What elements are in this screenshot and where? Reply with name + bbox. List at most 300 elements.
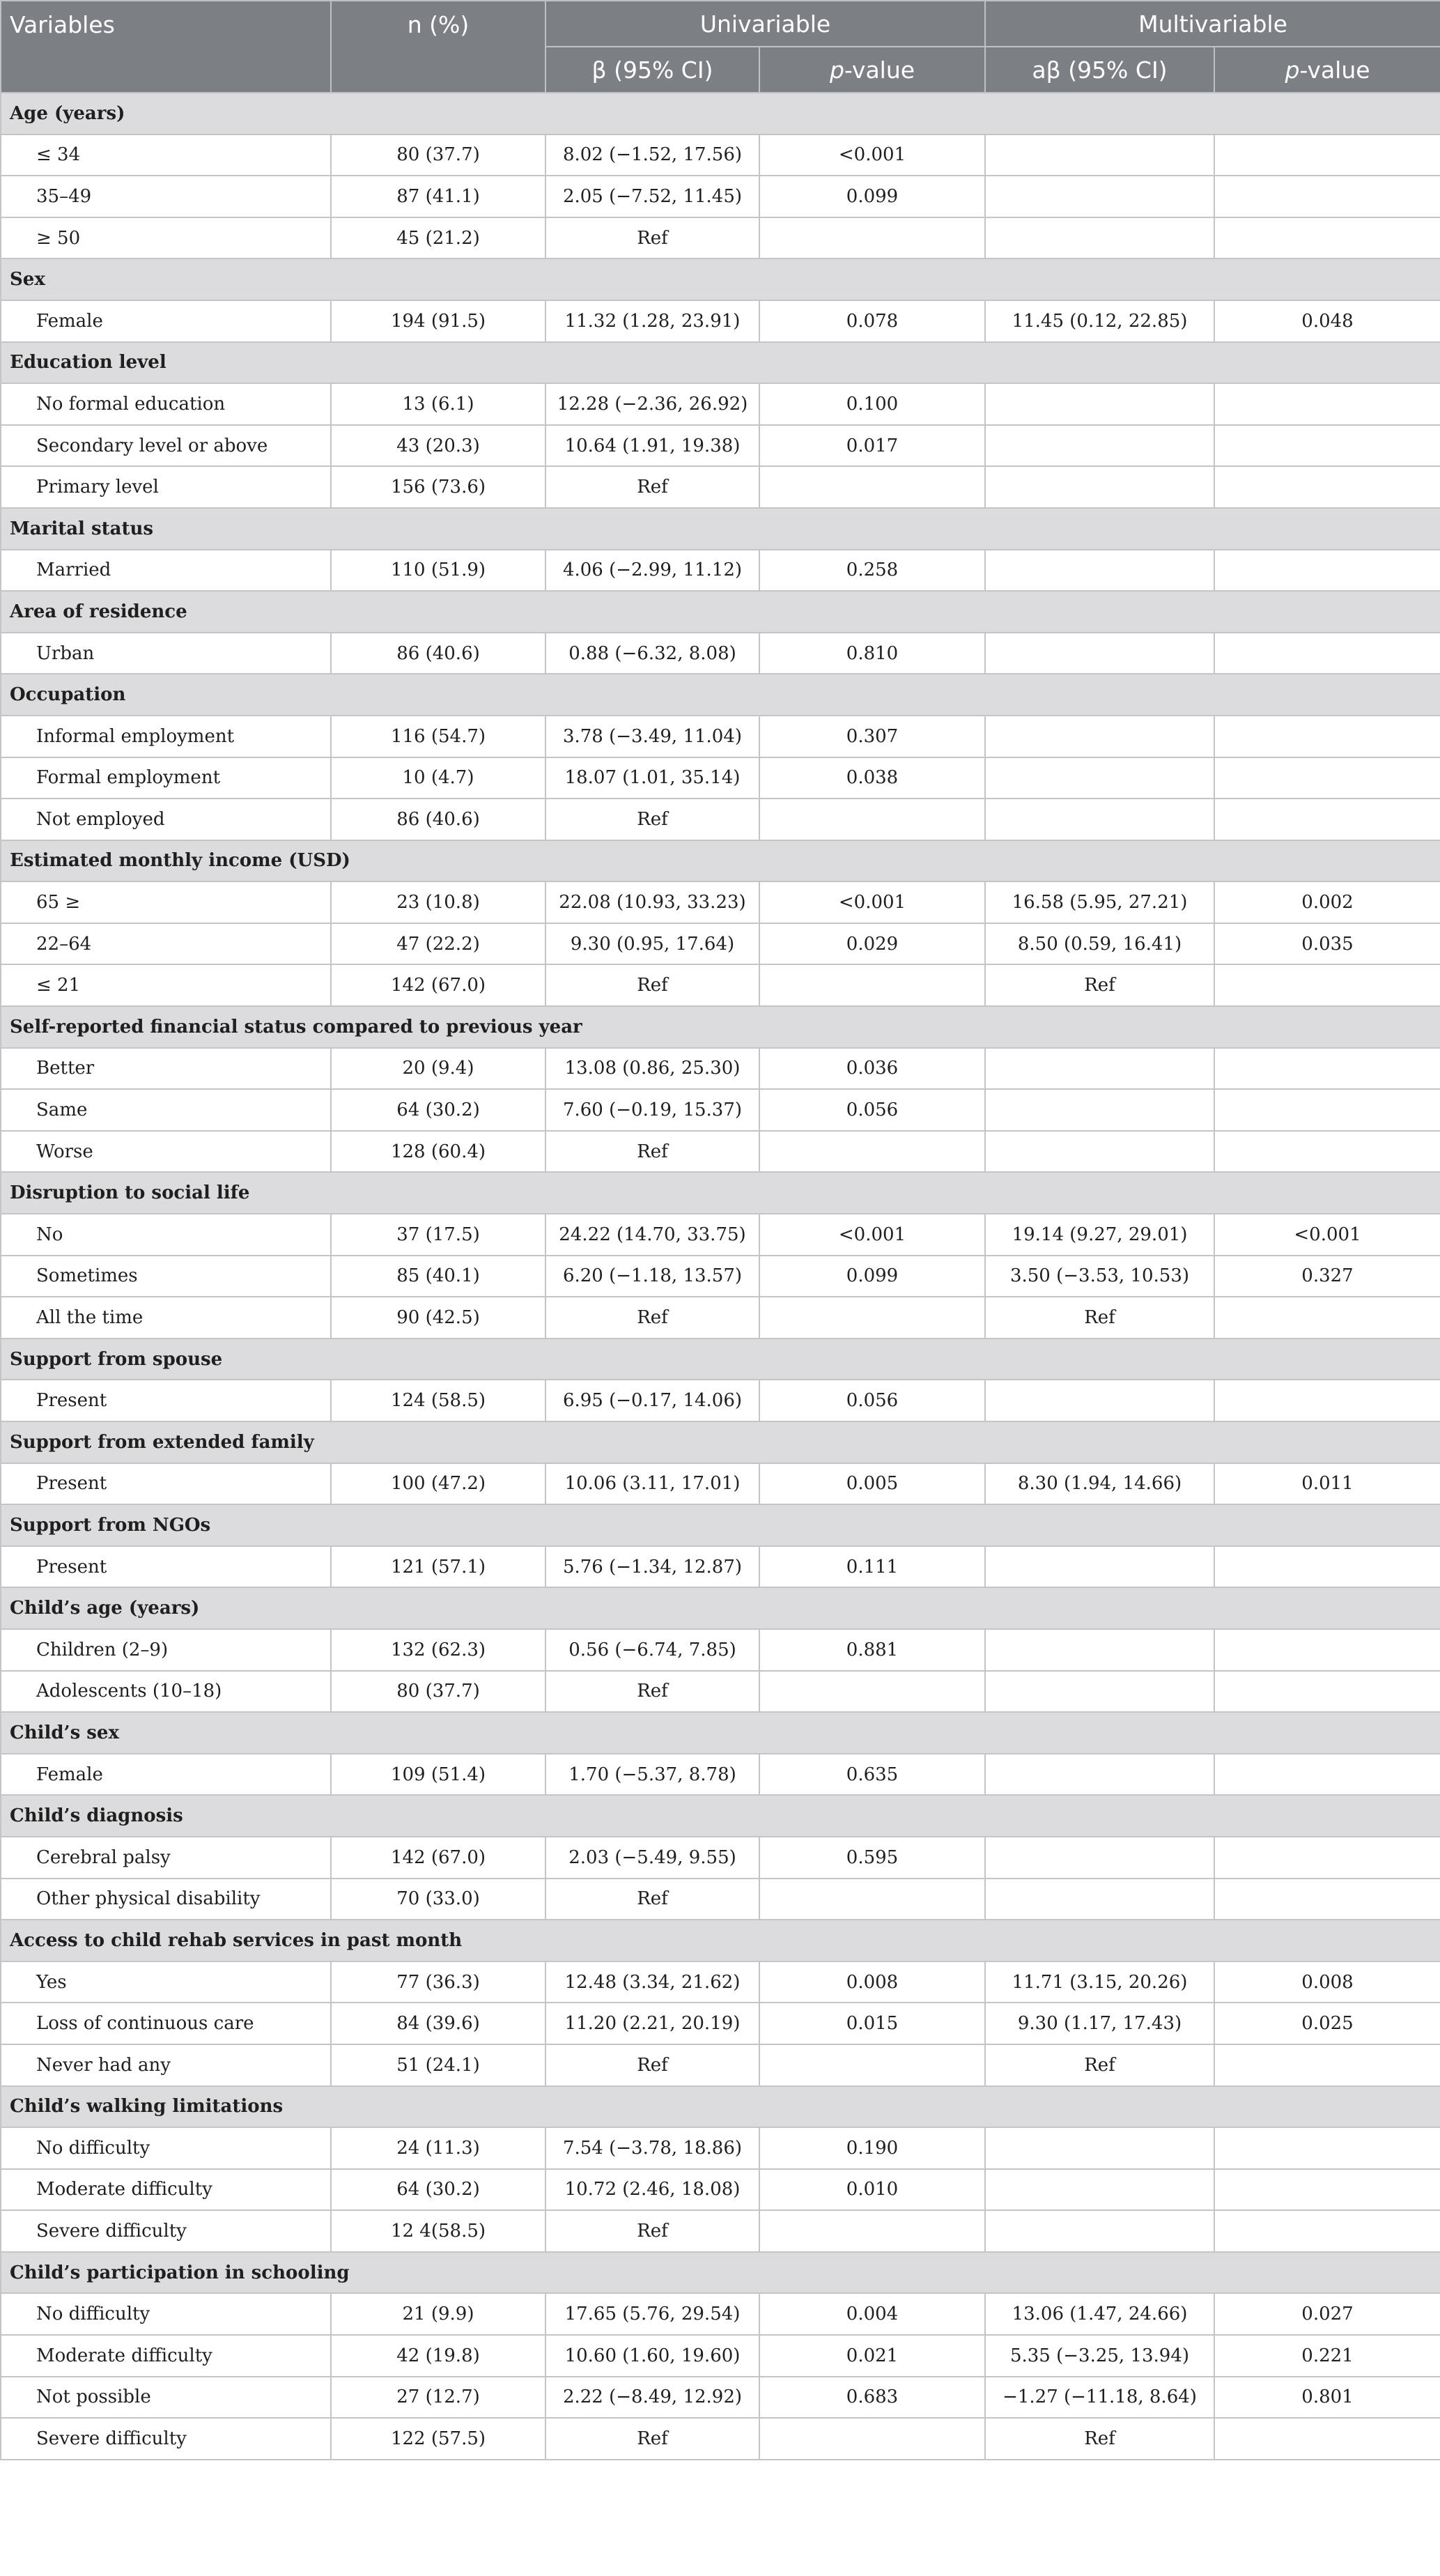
table-row (1, 923, 1440, 965)
univariable-p-cell: 0.056 (759, 1089, 985, 1131)
univariable-p-cell (759, 1671, 985, 1713)
n-percent-cell: 122 (57.5) (331, 2418, 545, 2460)
group-title: Child’s walking limitations (1, 2086, 1440, 2128)
table-row (1, 217, 1440, 259)
multivariable-p-cell: <0.001 (1214, 1214, 1440, 1256)
table-row (1, 2044, 1440, 2086)
multivariable-beta-cell: 8.50 (0.59, 16.41) (985, 923, 1214, 965)
group-title: Support from NGOs (1, 1504, 1440, 1546)
table-row (1, 1256, 1440, 1297)
n-percent-cell: 116 (54.7) (331, 716, 545, 757)
variable-label: Not possible (1, 2377, 331, 2419)
group-header-row (1, 93, 1440, 134)
multivariable-p-cell (1214, 716, 1440, 757)
variable-label: Urban (1, 633, 331, 674)
univariable-beta-cell: 11.32 (1.28, 23.91) (545, 300, 759, 342)
variable-label: Severe difficulty (1, 2210, 331, 2252)
multivariable-beta-cell: 16.58 (5.95, 27.21) (985, 881, 1214, 923)
group-title: Child’s sex (1, 1712, 1440, 1754)
multivariable-beta-cell: 13.06 (1.47, 24.66) (985, 2293, 1214, 2335)
n-percent-cell: 156 (73.6) (331, 466, 545, 508)
univariable-p-cell: 0.190 (759, 2127, 985, 2169)
multivariable-p-cell (1214, 217, 1440, 259)
univariable-beta-cell: 10.64 (1.91, 19.38) (545, 425, 759, 467)
univariable-p-cell: 0.008 (759, 1961, 985, 2003)
univariable-beta-cell: 7.54 (−3.78, 18.86) (545, 2127, 759, 2169)
univariable-p-cell: 0.258 (759, 550, 985, 592)
n-percent-cell: 47 (22.2) (331, 923, 545, 965)
univariable-beta-cell: Ref (545, 1131, 759, 1173)
n-percent-cell: 21 (9.9) (331, 2293, 545, 2335)
header-variables: Variables (1, 1, 331, 93)
table-row (1, 881, 1440, 923)
univariable-beta-cell: Ref (545, 1671, 759, 1713)
multivariable-p-cell: 0.035 (1214, 923, 1440, 965)
multivariable-p-cell (1214, 2418, 1440, 2460)
variable-label: Severe difficulty (1, 2418, 331, 2460)
n-percent-cell: 64 (30.2) (331, 1089, 545, 1131)
variable-label: No (1, 1214, 331, 1256)
n-percent-cell: 37 (17.5) (331, 1214, 545, 1256)
univariable-beta-cell: 2.05 (−7.52, 11.45) (545, 176, 759, 217)
group-title: Child’s participation in schooling (1, 2252, 1440, 2294)
table-row (1, 1879, 1440, 1920)
multivariable-beta-cell (985, 716, 1214, 757)
n-percent-cell: 27 (12.7) (331, 2377, 545, 2419)
group-header-row (1, 342, 1440, 384)
multivariable-beta-cell: 8.30 (1.94, 14.66) (985, 1463, 1214, 1505)
table-row (1, 134, 1440, 176)
table-row (1, 799, 1440, 840)
group-title: Age (years) (1, 93, 1440, 134)
multivariable-beta-cell (985, 2169, 1214, 2211)
n-percent-cell: 23 (10.8) (331, 881, 545, 923)
n-percent-cell: 43 (20.3) (331, 425, 545, 467)
group-header-row (1, 259, 1440, 300)
multivariable-p-cell: 0.327 (1214, 1256, 1440, 1297)
univariable-p-cell (759, 217, 985, 259)
univariable-p-cell (759, 1131, 985, 1173)
univariable-beta-cell: 22.08 (10.93, 33.23) (545, 881, 759, 923)
group-header-row (1, 1504, 1440, 1546)
univariable-beta-cell: 7.60 (−0.19, 15.37) (545, 1089, 759, 1131)
p-italic: p (829, 56, 844, 84)
group-title: Education level (1, 342, 1440, 384)
variable-label: Adolescents (10–18) (1, 1671, 331, 1713)
variable-label: Formal employment (1, 757, 331, 799)
variable-label: Present (1, 1380, 331, 1421)
multivariable-p-cell (1214, 466, 1440, 508)
variable-label: Informal employment (1, 716, 331, 757)
multivariable-p-cell: 0.027 (1214, 2293, 1440, 2335)
multivariable-beta-cell: 11.45 (0.12, 22.85) (985, 300, 1214, 342)
multivariable-p-cell (1214, 1089, 1440, 1131)
multivariable-p-cell (1214, 134, 1440, 176)
n-percent-cell: 64 (30.2) (331, 2169, 545, 2211)
univariable-p-cell: <0.001 (759, 881, 985, 923)
table-row (1, 1671, 1440, 1713)
variable-label: Moderate difficulty (1, 2335, 331, 2377)
univariable-beta-cell: Ref (545, 466, 759, 508)
variable-label: Cerebral palsy (1, 1837, 331, 1879)
table-row (1, 1546, 1440, 1588)
variable-label: Female (1, 300, 331, 342)
univariable-p-cell: 0.015 (759, 2003, 985, 2044)
univariable-p-cell (759, 1879, 985, 1920)
univariable-p-cell (759, 799, 985, 840)
variable-label: Married (1, 550, 331, 592)
group-title: Marital status (1, 508, 1440, 550)
multivariable-p-cell (1214, 2044, 1440, 2086)
univariable-p-cell: <0.001 (759, 134, 985, 176)
header-multivariable-p-value (1214, 47, 1440, 93)
multivariable-p-cell (1214, 1671, 1440, 1713)
table-row (1, 425, 1440, 467)
multivariable-beta-cell: Ref (985, 2044, 1214, 2086)
multivariable-p-cell (1214, 383, 1440, 425)
table-body (1, 93, 1440, 2460)
univariable-beta-cell: 24.22 (14.70, 33.75) (545, 1214, 759, 1256)
univariable-p-cell: 0.056 (759, 1380, 985, 1421)
table-row (1, 1463, 1440, 1505)
multivariable-p-cell (1214, 1380, 1440, 1421)
group-header-row (1, 1920, 1440, 1961)
univariable-p-cell: 0.111 (759, 1546, 985, 1588)
table-header (1, 1, 1440, 93)
multivariable-p-cell (1214, 1048, 1440, 1090)
multivariable-p-cell (1214, 633, 1440, 674)
table-row (1, 1297, 1440, 1339)
group-title: Disruption to social life (1, 1172, 1440, 1214)
multivariable-p-cell: 0.025 (1214, 2003, 1440, 2044)
table-row (1, 2377, 1440, 2419)
variable-label: Children (2–9) (1, 1629, 331, 1671)
univariable-beta-cell: Ref (545, 964, 759, 1006)
multivariable-beta-cell (985, 466, 1214, 508)
multivariable-beta-cell (985, 383, 1214, 425)
table-row (1, 1961, 1440, 2003)
n-percent-cell: 132 (62.3) (331, 1629, 545, 1671)
multivariable-p-cell: 0.011 (1214, 1463, 1440, 1505)
multivariable-beta-cell (985, 2127, 1214, 2169)
variable-label: 35–49 (1, 176, 331, 217)
table-row (1, 2169, 1440, 2211)
univariable-beta-cell: Ref (545, 1879, 759, 1920)
table-row (1, 1629, 1440, 1671)
multivariable-beta-cell (985, 2210, 1214, 2252)
group-header-row (1, 1712, 1440, 1754)
multivariable-beta-cell (985, 176, 1214, 217)
n-percent-cell: 110 (51.9) (331, 550, 545, 592)
table-row (1, 550, 1440, 592)
variable-label: No difficulty (1, 2293, 331, 2335)
multivariable-beta-cell (985, 1629, 1214, 1671)
group-title: Area of residence (1, 591, 1440, 633)
table-row (1, 2293, 1440, 2335)
group-title: Occupation (1, 674, 1440, 716)
variable-label: Primary level (1, 466, 331, 508)
univariable-p-cell: 0.010 (759, 2169, 985, 2211)
multivariable-p-cell (1214, 757, 1440, 799)
univariable-p-cell (759, 2210, 985, 2252)
n-percent-cell: 87 (41.1) (331, 176, 545, 217)
table-row (1, 300, 1440, 342)
table-row (1, 176, 1440, 217)
univariable-p-cell: 0.021 (759, 2335, 985, 2377)
multivariable-beta-cell (985, 1546, 1214, 1588)
multivariable-p-cell: 0.221 (1214, 2335, 1440, 2377)
univariable-beta-cell: 11.20 (2.21, 20.19) (545, 2003, 759, 2044)
multivariable-p-cell (1214, 964, 1440, 1006)
multivariable-beta-cell: 19.14 (9.27, 29.01) (985, 1214, 1214, 1256)
n-percent-cell: 86 (40.6) (331, 633, 545, 674)
n-percent-cell: 86 (40.6) (331, 799, 545, 840)
n-percent-cell: 45 (21.2) (331, 217, 545, 259)
univariable-p-cell (759, 2044, 985, 2086)
table-row (1, 2127, 1440, 2169)
univariable-p-cell: 0.595 (759, 1837, 985, 1879)
variable-label: Present (1, 1546, 331, 1588)
univariable-beta-cell: 5.76 (−1.34, 12.87) (545, 1546, 759, 1588)
univariable-beta-cell: 6.95 (−0.17, 14.06) (545, 1380, 759, 1421)
variable-label: 22–64 (1, 923, 331, 965)
n-percent-cell: 128 (60.4) (331, 1131, 545, 1173)
group-header-row (1, 2086, 1440, 2128)
table-row (1, 633, 1440, 674)
univariable-beta-cell: Ref (545, 1297, 759, 1339)
table-row (1, 757, 1440, 799)
table-row (1, 1754, 1440, 1796)
univariable-beta-cell: 8.02 (−1.52, 17.56) (545, 134, 759, 176)
table-row (1, 2418, 1440, 2460)
n-percent-cell: 12 4(58.5) (331, 2210, 545, 2252)
multivariable-beta-cell (985, 1879, 1214, 1920)
univariable-beta-cell: 0.56 (−6.74, 7.85) (545, 1629, 759, 1671)
univariable-p-cell: 0.036 (759, 1048, 985, 1090)
univariable-beta-cell: 9.30 (0.95, 17.64) (545, 923, 759, 965)
univariable-p-cell: 0.635 (759, 1754, 985, 1796)
group-header-row (1, 2252, 1440, 2294)
variable-label: Never had any (1, 2044, 331, 2086)
multivariable-beta-cell: Ref (985, 964, 1214, 1006)
table-row (1, 1131, 1440, 1173)
group-header-row (1, 1587, 1440, 1629)
n-percent-cell: 90 (42.5) (331, 1297, 545, 1339)
group-header-row (1, 674, 1440, 716)
group-title: Child’s diagnosis (1, 1795, 1440, 1837)
n-percent-cell: 100 (47.2) (331, 1463, 545, 1505)
table-row (1, 1837, 1440, 1879)
n-percent-cell: 121 (57.1) (331, 1546, 545, 1588)
univariable-beta-cell: 4.06 (−2.99, 11.12) (545, 550, 759, 592)
univariable-beta-cell: 12.48 (3.34, 21.62) (545, 1961, 759, 2003)
group-title: Sex (1, 259, 1440, 300)
variable-label: Other physical disability (1, 1879, 331, 1920)
n-percent-cell: 124 (58.5) (331, 1380, 545, 1421)
multivariable-beta-cell (985, 757, 1214, 799)
multivariable-beta-cell: Ref (985, 2418, 1214, 2460)
univariable-beta-cell: Ref (545, 2418, 759, 2460)
multivariable-beta-cell (985, 1089, 1214, 1131)
univariable-beta-cell: 10.60 (1.60, 19.60) (545, 2335, 759, 2377)
header-univariable: Univariable (545, 1, 985, 47)
header-beta-ci: β (95% CI) (545, 47, 759, 93)
table-row (1, 383, 1440, 425)
multivariable-beta-cell (985, 550, 1214, 592)
table-row (1, 466, 1440, 508)
variable-label: No difficulty (1, 2127, 331, 2169)
univariable-p-cell (759, 2418, 985, 2460)
univariable-beta-cell: Ref (545, 2044, 759, 2086)
n-percent-cell: 70 (33.0) (331, 1879, 545, 1920)
univariable-p-cell: 0.078 (759, 300, 985, 342)
header-univariable-p-value (759, 47, 985, 93)
group-header-row (1, 1006, 1440, 1048)
multivariable-p-cell: 0.801 (1214, 2377, 1440, 2419)
univariable-beta-cell: 12.28 (−2.36, 26.92) (545, 383, 759, 425)
multivariable-p-cell (1214, 2169, 1440, 2211)
n-percent-cell: 85 (40.1) (331, 1256, 545, 1297)
univariable-p-cell (759, 466, 985, 508)
variable-label: Loss of continuous care (1, 2003, 331, 2044)
univariable-p-cell: 0.099 (759, 176, 985, 217)
multivariable-p-cell: 0.048 (1214, 300, 1440, 342)
header-multivariable: Multivariable (985, 1, 1440, 47)
group-header-row (1, 1795, 1440, 1837)
variable-label: Worse (1, 1131, 331, 1173)
group-title: Child’s age (years) (1, 1587, 1440, 1629)
univariable-beta-cell: 6.20 (−1.18, 13.57) (545, 1256, 759, 1297)
variable-label: Secondary level or above (1, 425, 331, 467)
univariable-p-cell: 0.038 (759, 757, 985, 799)
multivariable-beta-cell: −1.27 (−11.18, 8.64) (985, 2377, 1214, 2419)
multivariable-beta-cell: 3.50 (−3.53, 10.53) (985, 1256, 1214, 1297)
univariable-beta-cell: Ref (545, 2210, 759, 2252)
multivariable-p-cell (1214, 176, 1440, 217)
n-percent-cell: 80 (37.7) (331, 134, 545, 176)
univariable-beta-cell: 17.65 (5.76, 29.54) (545, 2293, 759, 2335)
n-percent-cell: 13 (6.1) (331, 383, 545, 425)
variable-label: ≤ 21 (1, 964, 331, 1006)
n-percent-cell: 142 (67.0) (331, 1837, 545, 1879)
group-header-row (1, 840, 1440, 882)
univariable-p-cell: 0.100 (759, 383, 985, 425)
univariable-p-cell (759, 1297, 985, 1339)
univariable-p-cell: 0.004 (759, 2293, 985, 2335)
table-row (1, 1048, 1440, 1090)
multivariable-p-cell (1214, 1297, 1440, 1339)
p-suffix: -value (1299, 56, 1370, 84)
n-percent-cell: 142 (67.0) (331, 964, 545, 1006)
group-header-row (1, 1339, 1440, 1380)
univariable-beta-cell: 10.06 (3.11, 17.01) (545, 1463, 759, 1505)
multivariable-beta-cell: 5.35 (−3.25, 13.94) (985, 2335, 1214, 2377)
univariable-beta-cell: Ref (545, 217, 759, 259)
multivariable-p-cell (1214, 2127, 1440, 2169)
group-header-row (1, 1421, 1440, 1463)
variable-label: Moderate difficulty (1, 2169, 331, 2211)
univariable-p-cell: 0.683 (759, 2377, 985, 2419)
multivariable-beta-cell: 11.71 (3.15, 20.26) (985, 1961, 1214, 2003)
univariable-beta-cell: 1.70 (−5.37, 8.78) (545, 1754, 759, 1796)
multivariable-beta-cell (985, 134, 1214, 176)
variable-label: Yes (1, 1961, 331, 2003)
variable-label: Sometimes (1, 1256, 331, 1297)
multivariable-p-cell (1214, 799, 1440, 840)
variable-label: ≥ 50 (1, 217, 331, 259)
variable-label: Not employed (1, 799, 331, 840)
multivariable-p-cell: 0.008 (1214, 1961, 1440, 2003)
univariable-p-cell: 0.029 (759, 923, 985, 965)
p-italic: p (1285, 56, 1300, 84)
table-row (1, 1089, 1440, 1131)
table-row (1, 2210, 1440, 2252)
variable-label: 65 ≥ (1, 881, 331, 923)
n-percent-cell: 10 (4.7) (331, 757, 545, 799)
univariable-beta-cell: Ref (545, 799, 759, 840)
multivariable-p-cell (1214, 1754, 1440, 1796)
table-row (1, 716, 1440, 757)
multivariable-beta-cell: 9.30 (1.17, 17.43) (985, 2003, 1214, 2044)
n-percent-cell: 80 (37.7) (331, 1671, 545, 1713)
multivariable-p-cell (1214, 1629, 1440, 1671)
group-header-row (1, 591, 1440, 633)
variable-label: Present (1, 1463, 331, 1505)
n-percent-cell: 51 (24.1) (331, 2044, 545, 2086)
p-suffix: -value (844, 56, 915, 84)
variable-label: Same (1, 1089, 331, 1131)
multivariable-beta-cell (985, 633, 1214, 674)
table-row (1, 1380, 1440, 1421)
multivariable-p-cell (1214, 2210, 1440, 2252)
multivariable-p-cell (1214, 1131, 1440, 1173)
group-title: Estimated monthly income (USD) (1, 840, 1440, 882)
univariable-p-cell: 0.881 (759, 1629, 985, 1671)
group-title: Support from extended family (1, 1421, 1440, 1463)
univariable-p-cell (759, 964, 985, 1006)
header-adjusted-beta-ci: aβ (95% CI) (985, 47, 1214, 93)
univariable-p-cell: 0.810 (759, 633, 985, 674)
group-header-row (1, 1172, 1440, 1214)
univariable-p-cell: 0.099 (759, 1256, 985, 1297)
univariable-p-cell: 0.017 (759, 425, 985, 467)
univariable-beta-cell: 2.03 (−5.49, 9.55) (545, 1837, 759, 1879)
n-percent-cell: 84 (39.6) (331, 2003, 545, 2044)
univariable-beta-cell: 10.72 (2.46, 18.08) (545, 2169, 759, 2211)
univariable-p-cell: 0.307 (759, 716, 985, 757)
multivariable-beta-cell (985, 1671, 1214, 1713)
n-percent-cell: 20 (9.4) (331, 1048, 545, 1090)
univariable-beta-cell: 3.78 (−3.49, 11.04) (545, 716, 759, 757)
univariable-beta-cell: 0.88 (−6.32, 8.08) (545, 633, 759, 674)
group-title: Support from spouse (1, 1339, 1440, 1380)
multivariable-beta-cell (985, 1131, 1214, 1173)
univariable-beta-cell: 2.22 (−8.49, 12.92) (545, 2377, 759, 2419)
multivariable-beta-cell (985, 1048, 1214, 1090)
table-row (1, 1214, 1440, 1256)
variable-label: ≤ 34 (1, 134, 331, 176)
n-percent-cell: 24 (11.3) (331, 2127, 545, 2169)
multivariable-beta-cell (985, 799, 1214, 840)
multivariable-p-cell: 0.002 (1214, 881, 1440, 923)
multivariable-p-cell (1214, 1879, 1440, 1920)
multivariable-p-cell (1214, 1546, 1440, 1588)
univariable-p-cell: <0.001 (759, 1214, 985, 1256)
header-n-percent: n (%) (331, 1, 545, 93)
group-title: Self-reported financial status compared to previous year (1, 1006, 1440, 1048)
n-percent-cell: 42 (19.8) (331, 2335, 545, 2377)
univariable-p-cell: 0.005 (759, 1463, 985, 1505)
